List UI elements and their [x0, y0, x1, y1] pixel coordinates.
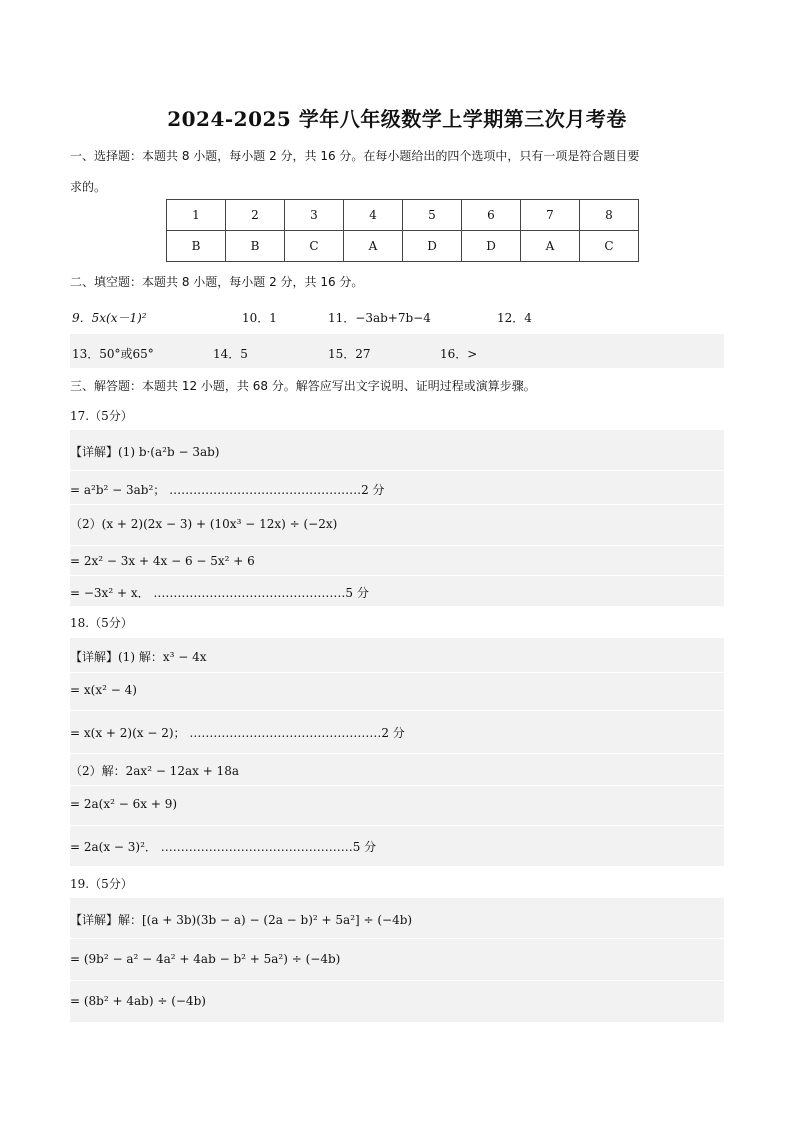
answer-table-answers — [167, 231, 639, 262]
q19-line-1: 【详解】解：[(a + 3b)(3b − a) − (2a − b)² + 5a²] ÷ (−4b) — [70, 913, 413, 927]
table-cell: 5 — [403, 200, 462, 231]
q18-line-1: 【详解】(1) 解：x³ − 4x — [70, 650, 207, 664]
table-cell: A — [521, 231, 580, 262]
fill-answer-14: 14．5 — [213, 347, 248, 361]
fill-answer-12: 12．4 — [497, 311, 532, 325]
fill-answer-15: 15．27 — [328, 347, 371, 361]
q19-line-3: = (8b² + 4ab) ÷ (−4b) — [70, 994, 206, 1008]
table-cell: B — [226, 231, 285, 262]
section2-header: 二、填空题：本题共 8 小题，每小题 2 分，共 16 分。 — [70, 275, 364, 289]
q18-line-2: = x(x² − 4) — [70, 683, 137, 697]
q18-line-6: = 2a(x − 3)²． …………………………………………5 分 — [70, 840, 377, 854]
table-cell: D — [462, 231, 521, 262]
q18-line-5: = 2a(x² − 6x + 9) — [70, 797, 178, 811]
q17-label: 17.（5分） — [70, 409, 133, 423]
section1-line1: 一、选择题：本题共 8 小题，每小题 2 分，共 16 分。在每小题给出的四个选项中，只有一项是符合题目要 — [70, 149, 640, 163]
answer-table-numbers — [167, 200, 639, 231]
section1-line2: 求的。 — [70, 180, 107, 194]
fill-answer-16: 16．> — [440, 347, 478, 361]
answer-table — [166, 199, 639, 262]
q19-line-2: = (9b² − a² − 4a² + 4ab − b² + 5a²) ÷ (−4b) — [70, 952, 341, 966]
q18-line-4: （2）解：2ax² − 12ax + 18a — [70, 764, 239, 778]
table-cell: D — [403, 231, 462, 262]
q17-line-2: = a²b² − 3ab²； …………………………………………2 分 — [70, 483, 385, 497]
q19-label: 19.（5分） — [70, 877, 133, 891]
table-cell: A — [344, 231, 403, 262]
page-title: 2024-2025 学年八年级数学上学期第三次月考卷 — [167, 107, 627, 131]
table-cell: C — [285, 231, 344, 262]
fill-answer-11: 11．−3ab+7b−4 — [328, 311, 431, 325]
q18-label: 18.（5分） — [70, 616, 133, 630]
fill-row2-background — [70, 334, 724, 368]
table-cell: 7 — [521, 200, 580, 231]
section3-header: 三、解答题：本题共 12 小题，共 68 分。解答应写出文字说明、证明过程或演算步骤。 — [70, 379, 536, 393]
table-cell: 4 — [344, 200, 403, 231]
q17-line-4: = 2x² − 3x + 4x − 6 − 5x² + 6 — [70, 554, 255, 568]
table-cell: B — [167, 231, 226, 262]
fill-answer-10: 10．1 — [242, 311, 277, 325]
table-cell: 1 — [167, 200, 226, 231]
table-cell: C — [580, 231, 639, 262]
table-cell: 8 — [580, 200, 639, 231]
q17-line-1: 【详解】(1) b·(a²b − 3ab) — [70, 445, 220, 459]
fill-answer-9: 9．5x(x－1)² — [72, 311, 147, 325]
table-cell: 3 — [285, 200, 344, 231]
table-cell: 2 — [226, 200, 285, 231]
q17-line-3: （2）(x + 2)(2x − 3) + (10x³ − 12x) ÷ (−2x) — [70, 517, 338, 531]
fill-answer-13: 13．50°或65° — [72, 347, 154, 361]
q18-line-3: = x(x + 2)(x − 2)； …………………………………………2 分 — [70, 726, 405, 740]
table-cell: 6 — [462, 200, 521, 231]
q17-line-5: = −3x² + x． …………………………………………5 分 — [70, 586, 369, 600]
